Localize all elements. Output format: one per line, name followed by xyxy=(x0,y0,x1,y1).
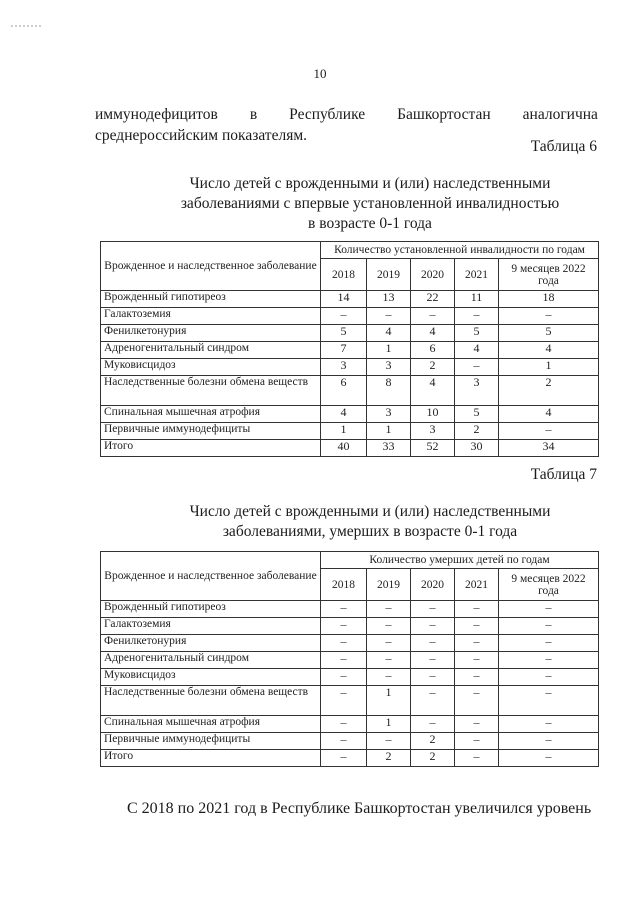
disease-name-cell: Первичные иммунодефициты xyxy=(101,733,321,750)
disease-name-cell: Муковисцидоз xyxy=(101,359,321,376)
table-row xyxy=(101,716,599,733)
value-cell: – xyxy=(411,669,455,686)
value-cell: – xyxy=(411,618,455,635)
value-cell: – xyxy=(455,652,499,669)
table-6 xyxy=(100,241,599,457)
value-cell: 4 xyxy=(411,376,455,406)
disease-name-cell: Фенилкетонурия xyxy=(101,325,321,342)
value-cell: 4 xyxy=(499,406,599,423)
table-7-year-header: 2021 xyxy=(455,569,499,601)
disease-name-cell: Наследственные болезни обмена веществ xyxy=(101,376,321,406)
value-cell: 11 xyxy=(455,291,499,308)
table-row xyxy=(101,291,599,308)
closing-paragraph xyxy=(95,798,598,819)
value-cell: – xyxy=(321,601,367,618)
intro-word: Республике xyxy=(289,106,366,123)
disease-name-cell: Врожденный гипотиреоз xyxy=(101,601,321,618)
value-cell: 5 xyxy=(499,325,599,342)
table-row xyxy=(101,601,599,618)
value-cell: 3 xyxy=(367,359,411,376)
value-cell: – xyxy=(321,308,367,325)
value-cell: 10 xyxy=(411,406,455,423)
value-cell: – xyxy=(321,733,367,750)
disease-name-cell: Первичные иммунодефициты xyxy=(101,423,321,440)
disease-name-cell: Адреногенитальный синдром xyxy=(101,652,321,669)
table-7-year-header: 9 месяцев 2022 года xyxy=(499,569,599,601)
value-cell: – xyxy=(411,635,455,652)
value-cell: – xyxy=(455,716,499,733)
scan-pen-mark xyxy=(10,24,44,28)
value-cell: – xyxy=(455,669,499,686)
value-cell: – xyxy=(367,618,411,635)
value-cell: – xyxy=(499,750,599,767)
value-cell: 3 xyxy=(367,406,411,423)
value-cell: 5 xyxy=(455,406,499,423)
table-6-year-header: 9 месяцев 2022 года xyxy=(499,259,599,291)
value-cell: 14 xyxy=(321,291,367,308)
table-row xyxy=(101,635,599,652)
intro-word: иммунодефицитов xyxy=(95,106,218,123)
value-cell: – xyxy=(411,716,455,733)
value-cell: – xyxy=(321,635,367,652)
value-cell: – xyxy=(455,750,499,767)
value-cell: – xyxy=(499,618,599,635)
value-cell: – xyxy=(455,733,499,750)
value-cell: 4 xyxy=(411,325,455,342)
value-cell: 8 xyxy=(367,376,411,406)
table-row xyxy=(101,733,599,750)
disease-name-cell: Спинальная мышечная атрофия xyxy=(101,716,321,733)
value-cell: – xyxy=(321,716,367,733)
table-6-body xyxy=(101,291,599,457)
closing-line: С 2018 по 2021 год в Республике Башкортостан увеличился уровень xyxy=(127,800,592,817)
table-7-body xyxy=(101,601,599,767)
value-cell: – xyxy=(499,686,599,716)
disease-name-cell: Адреногенитальный синдром xyxy=(101,342,321,359)
table-6-label: Таблица 6 xyxy=(530,138,597,155)
table-row xyxy=(101,359,599,376)
table-row xyxy=(101,406,599,423)
value-cell: 22 xyxy=(411,291,455,308)
page-number: 10 xyxy=(313,66,327,81)
value-cell: 1 xyxy=(367,423,411,440)
table-6-year-header: 2021 xyxy=(455,259,499,291)
value-cell: – xyxy=(499,733,599,750)
table-7-year-header: 2019 xyxy=(367,569,411,601)
intro-line-1 xyxy=(95,104,598,125)
value-cell: – xyxy=(499,652,599,669)
table-7-title-line: Число детей с врожденными и (или) наследственными xyxy=(189,503,551,520)
value-cell: – xyxy=(321,686,367,716)
disease-name-cell: Фенилкетонурия xyxy=(101,635,321,652)
value-cell: 1 xyxy=(367,686,411,716)
value-cell: – xyxy=(411,686,455,716)
table-7-label: Таблица 7 xyxy=(530,466,597,483)
disease-name-cell: Наследственные болезни обмена веществ xyxy=(101,686,321,716)
value-cell: 6 xyxy=(321,376,367,406)
value-cell: 3 xyxy=(411,423,455,440)
table-row xyxy=(101,669,599,686)
table-7-group-header: Количество умерших детей по годам xyxy=(321,552,599,569)
value-cell: – xyxy=(367,635,411,652)
table-row xyxy=(101,342,599,359)
table-6-year-header: 2020 xyxy=(411,259,455,291)
value-cell: 3 xyxy=(455,376,499,406)
table-6-title-line: Число детей с врожденными и (или) наследственными xyxy=(189,175,551,192)
value-cell: 7 xyxy=(321,342,367,359)
value-cell: 1 xyxy=(367,716,411,733)
table-row xyxy=(101,325,599,342)
intro-line-2: среднероссийским показателям. xyxy=(95,127,308,144)
table-row xyxy=(101,308,599,325)
value-cell: 1 xyxy=(321,423,367,440)
value-cell: – xyxy=(499,716,599,733)
disease-name-cell: Спинальная мышечная атрофия xyxy=(101,406,321,423)
value-cell: – xyxy=(455,635,499,652)
value-cell: 4 xyxy=(499,342,599,359)
intro-word: аналогична xyxy=(522,106,598,123)
table-row xyxy=(101,440,599,457)
disease-name-cell: Врожденный гипотиреоз xyxy=(101,291,321,308)
value-cell: – xyxy=(367,733,411,750)
value-cell: 13 xyxy=(367,291,411,308)
value-cell: – xyxy=(367,669,411,686)
value-cell: 6 xyxy=(411,342,455,359)
table-row xyxy=(101,618,599,635)
disease-name-cell: Галактоземия xyxy=(101,308,321,325)
table-7-disease-header: Врожденное и наследственное заболевание xyxy=(101,552,321,601)
table-row xyxy=(101,652,599,669)
value-cell: – xyxy=(455,359,499,376)
value-cell: 30 xyxy=(455,440,499,457)
disease-name-cell: Муковисцидоз xyxy=(101,669,321,686)
value-cell: – xyxy=(455,601,499,618)
value-cell: 4 xyxy=(455,342,499,359)
value-cell: – xyxy=(367,308,411,325)
table-row xyxy=(101,423,599,440)
value-cell: – xyxy=(367,652,411,669)
value-cell: 4 xyxy=(367,325,411,342)
value-cell: – xyxy=(455,308,499,325)
value-cell: 4 xyxy=(321,406,367,423)
value-cell: – xyxy=(321,669,367,686)
table-6-year-header: 2019 xyxy=(367,259,411,291)
value-cell: – xyxy=(321,618,367,635)
value-cell: – xyxy=(411,652,455,669)
value-cell: 1 xyxy=(499,359,599,376)
disease-name-cell: Итого xyxy=(101,440,321,457)
value-cell: 34 xyxy=(499,440,599,457)
disease-name-cell: Галактоземия xyxy=(101,618,321,635)
value-cell: – xyxy=(321,750,367,767)
table-7-year-header: 2018 xyxy=(321,569,367,601)
table-row xyxy=(101,686,599,716)
table-7-year-header: 2020 xyxy=(411,569,455,601)
value-cell: 40 xyxy=(321,440,367,457)
value-cell: 5 xyxy=(321,325,367,342)
value-cell: – xyxy=(499,601,599,618)
value-cell: 18 xyxy=(499,291,599,308)
value-cell: 1 xyxy=(367,342,411,359)
intro-paragraph xyxy=(95,104,598,146)
value-cell: – xyxy=(455,686,499,716)
value-cell: – xyxy=(367,601,411,618)
value-cell: – xyxy=(499,669,599,686)
value-cell: – xyxy=(455,618,499,635)
table-6-disease-header: Врожденное и наследственное заболевание xyxy=(101,242,321,291)
table-7-title xyxy=(100,502,640,542)
value-cell: 2 xyxy=(455,423,499,440)
value-cell: – xyxy=(499,308,599,325)
value-cell: 2 xyxy=(411,359,455,376)
intro-word: в xyxy=(249,106,258,123)
table-6-title-line: заболеваниями с впервые установленной инвалидностью xyxy=(180,195,560,212)
value-cell: 52 xyxy=(411,440,455,457)
value-cell: – xyxy=(321,652,367,669)
table-row xyxy=(101,750,599,767)
table-7 xyxy=(100,551,599,767)
table-6-title-line: в возрасте 0-1 года xyxy=(308,215,432,232)
table-7-title-line: заболеваниями, умерших в возрасте 0-1 года xyxy=(222,523,518,540)
disease-name-cell: Итого xyxy=(101,750,321,767)
value-cell: 3 xyxy=(321,359,367,376)
value-cell: 2 xyxy=(367,750,411,767)
table-row xyxy=(101,376,599,406)
intro-word: Башкортостан xyxy=(397,106,491,123)
value-cell: 2 xyxy=(499,376,599,406)
value-cell: – xyxy=(499,423,599,440)
value-cell: – xyxy=(411,308,455,325)
value-cell: – xyxy=(499,635,599,652)
value-cell: 5 xyxy=(455,325,499,342)
table-6-year-header: 2018 xyxy=(321,259,367,291)
table-6-group-header: Количество установленной инвалидности по годам xyxy=(321,242,599,259)
value-cell: – xyxy=(411,601,455,618)
table-6-title xyxy=(100,174,640,234)
value-cell: 2 xyxy=(411,733,455,750)
value-cell: 2 xyxy=(411,750,455,767)
value-cell: 33 xyxy=(367,440,411,457)
